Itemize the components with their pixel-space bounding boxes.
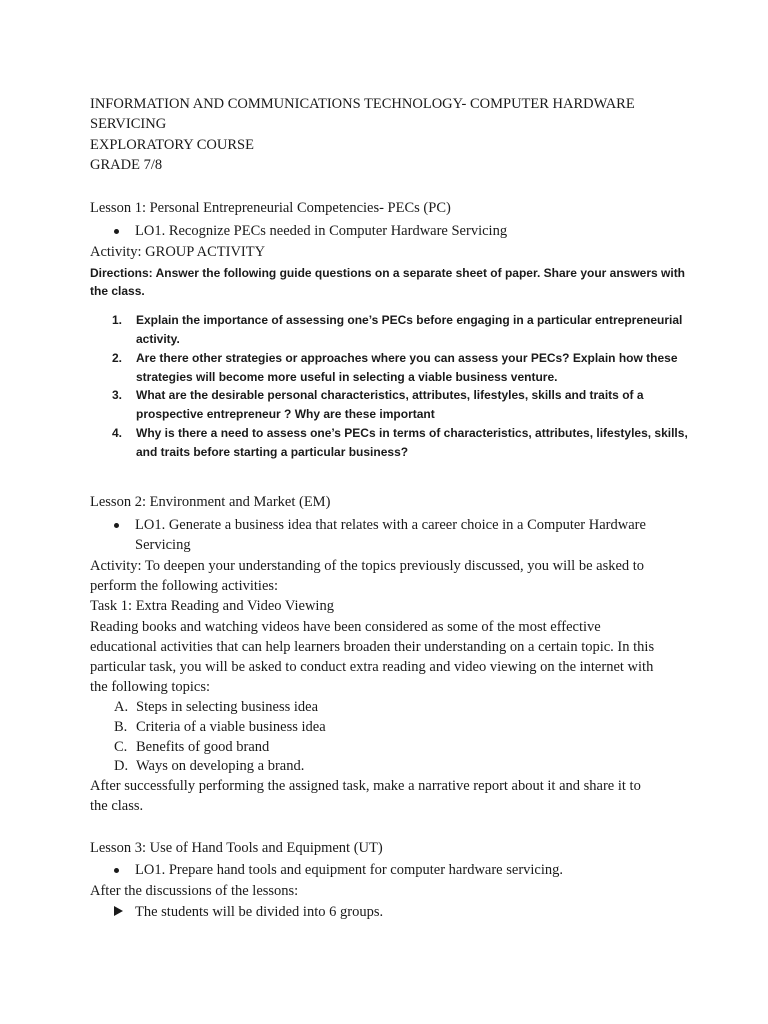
lesson2-paragraph-line3: particular task, you will be asked to conduct extra reading and video viewing on the internet with	[90, 659, 654, 675]
lesson2-after-line1: After successfully performing the assigned task, make a narrative report about it and share it to	[90, 778, 641, 794]
question-1-line1: Explain the importance of assessing one’s PECs before engaging in a particular entrepreneurial	[136, 313, 683, 327]
grade-level: GRADE 7/8	[90, 157, 163, 173]
lesson2-activity-line1: Activity: To deepen your understanding of the topics previously discussed, you will be asked to	[90, 558, 645, 574]
course-title-line2: SERVICING	[90, 116, 167, 132]
lesson3-objective: LO1. Prepare hand tools and equipment for computer hardware servicing.	[135, 862, 564, 878]
topic-item: Criteria of a viable business idea	[136, 719, 326, 735]
lesson3-group-item: The students will be divided into 6 groups.	[135, 904, 384, 920]
question-3-line2: prospective entrepreneur ? Why are these important	[136, 407, 435, 421]
bullet-icon	[114, 229, 119, 234]
lesson2-activity-line2: perform the following activities:	[90, 578, 279, 594]
lesson2-title: Lesson 2: Environment and Market (EM)	[90, 494, 331, 510]
list-letter: D.	[114, 758, 129, 774]
question-4-line1: Why is there a need to assess one’s PECs in terms of characteristics, attributes, lifestyles, skills,	[136, 426, 688, 440]
list-letter: B.	[114, 719, 128, 735]
lesson2-paragraph-line2: educational activities that can help learners broaden their understanding on a certain topic. In this	[90, 639, 655, 655]
question-2-line2: strategies will become more useful in selecting a viable business venture.	[136, 370, 558, 384]
lesson2-paragraph-line1: Reading books and watching videos have been considered as some of the most effective	[90, 619, 601, 635]
lesson1-title: Lesson 1: Personal Entrepreneurial Competencies- PECs (PC)	[90, 200, 451, 216]
lesson1-directions-line1: Directions: Answer the following guide questions on a separate sheet of paper. Share your answers with	[90, 266, 686, 280]
question-number: 4.	[112, 426, 123, 440]
lesson3-after: After the discussions of the lessons:	[90, 883, 299, 899]
question-2-line1: Are there other strategies or approaches where you can assess your PECs? Explain how these	[136, 351, 678, 365]
lesson3-title: Lesson 3: Use of Hand Tools and Equipment (UT)	[90, 840, 383, 856]
question-number: 2.	[112, 351, 123, 365]
lesson1-activity: Activity: GROUP ACTIVITY	[90, 244, 266, 260]
arrow-bullet-icon	[114, 906, 123, 916]
course-type: EXPLORATORY COURSE	[90, 137, 254, 153]
bullet-icon	[114, 523, 119, 528]
question-number: 3.	[112, 388, 123, 402]
question-3-line1: What are the desirable personal characteristics, attributes, lifestyles, skills and traits of a	[136, 388, 644, 402]
question-4-line2: and traits before starting a particular business?	[136, 445, 409, 459]
list-letter: A.	[114, 699, 129, 715]
question-number: 1.	[112, 313, 123, 327]
lesson2-after-line2: the class.	[90, 798, 144, 814]
lesson2-objective-line2: Servicing	[135, 537, 191, 553]
course-title-line1: INFORMATION AND COMMUNICATIONS TECHNOLOGY- COMPUTER HARDWARE	[90, 96, 635, 112]
lesson2-objective-line1: LO1. Generate a business idea that relates with a career choice in a Computer Hardware	[135, 517, 646, 533]
topic-item: Steps in selecting business idea	[136, 699, 319, 715]
lesson2-task-title: Task 1: Extra Reading and Video Viewing	[90, 598, 334, 614]
lesson1-objective: LO1. Recognize PECs needed in Computer Hardware Servicing	[135, 223, 508, 239]
list-letter: C.	[114, 739, 128, 755]
lesson2-paragraph-line4: the following topics:	[90, 679, 211, 695]
lesson1-directions-line2: the class.	[90, 284, 145, 298]
bullet-icon	[114, 868, 119, 873]
topic-item: Benefits of good brand	[136, 739, 270, 755]
question-1-line2: activity.	[136, 332, 180, 346]
topic-item: Ways on developing a brand.	[136, 758, 305, 774]
